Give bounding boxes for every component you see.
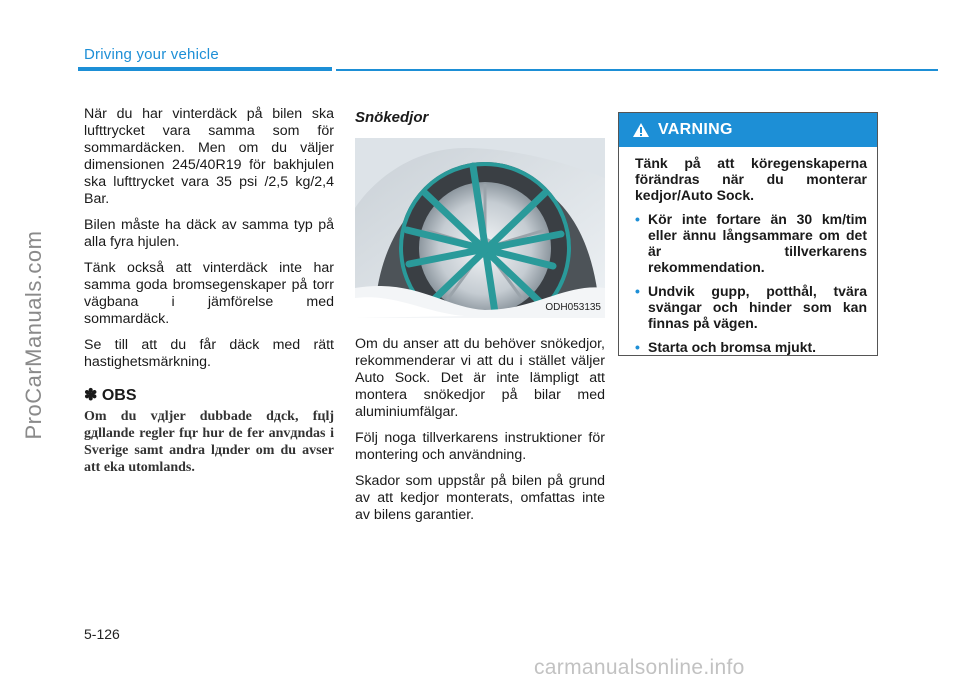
warning-bullet [635, 211, 867, 275]
page-number: 5-126 [84, 626, 120, 642]
paragraph: Följ noga tillverkarens instruktioner för montering och användning. [355, 430, 605, 463]
warning-body [619, 147, 877, 355]
bottom-watermark: carmanualsonline.info [534, 656, 745, 679]
warning-intro: Tänk på att köregenskaperna förändras när du monterar kedjor/Auto Sock. [635, 155, 867, 203]
middle-column [355, 106, 605, 533]
figure-code: ODH053135 [545, 302, 601, 313]
warning-list [635, 211, 867, 355]
obs-text: Om du vдljer dubbade dдck, fцlj gдllande regler fцr hur de fеr anvдndas i Sverige samt andra lдnder om du avser att eka utomlands. [84, 409, 334, 475]
tire-chain-illustration [355, 138, 605, 318]
warning-bullet-text: Starta och bromsa mjukt. [648, 339, 817, 355]
warning-triangle-icon [632, 122, 650, 138]
warning-bullet-text: Undvik gupp, potthål, tvära svängar och hinder som kan finnas på vägen. [648, 283, 867, 331]
paragraph: Skador som uppstår på bilen på grund av att kedjor monterats, omfattas inte av bilens garantier. [355, 473, 605, 523]
paragraph: När du har vinterdäck på bilen ska lufttrycket vara samma som för sommardäcken. Men om du väljer dimensionen 245/40R19 för bakhjulen ska lufttrycket vara 35 psi /2,5 kg/2,4 Bar. [84, 106, 334, 207]
section-title: Driving your vehicle [84, 46, 219, 63]
bullet-icon: • [635, 339, 640, 355]
paragraph: Tänk också att vinterdäck inte har samma goda bromsegenskaper på torr vägbana i jämförelse med sommardäck. [84, 260, 334, 327]
header-rule-thick [78, 67, 332, 71]
paragraph: Bilen måste ha däck av samma typ på alla fyra hjulen. [84, 217, 334, 250]
warning-bullet [635, 283, 867, 331]
bullet-icon: • [635, 211, 640, 227]
header-rule-thin [336, 69, 938, 71]
wheel-with-chains-image [355, 138, 605, 318]
warning-bullet-text: Kör inte fortare än 30 km/tim eller ännu långsammare om det är tillverkarens rekommendation. [648, 211, 867, 275]
obs-heading: ✽ OBS [84, 387, 137, 404]
paragraph: Om du anser att du behöver snökedjor, rekommenderar vi att du i stället väljer Auto Sock. Det är inte lämpligt att montera snökedjor på bilar med aluminiumfälgar. [355, 336, 605, 420]
side-watermark: ProCarManuals.com [21, 230, 46, 440]
snow-chains-heading: Snökedjor [355, 109, 429, 126]
warning-bullet [635, 339, 867, 355]
warning-box [618, 112, 878, 356]
bullet-icon: • [635, 283, 640, 299]
left-column [84, 106, 334, 476]
warning-header [619, 113, 877, 147]
warning-title: VARNING [658, 121, 733, 138]
paragraph: Se till att du får däck med rätt hastighetsmärkning. [84, 337, 334, 370]
